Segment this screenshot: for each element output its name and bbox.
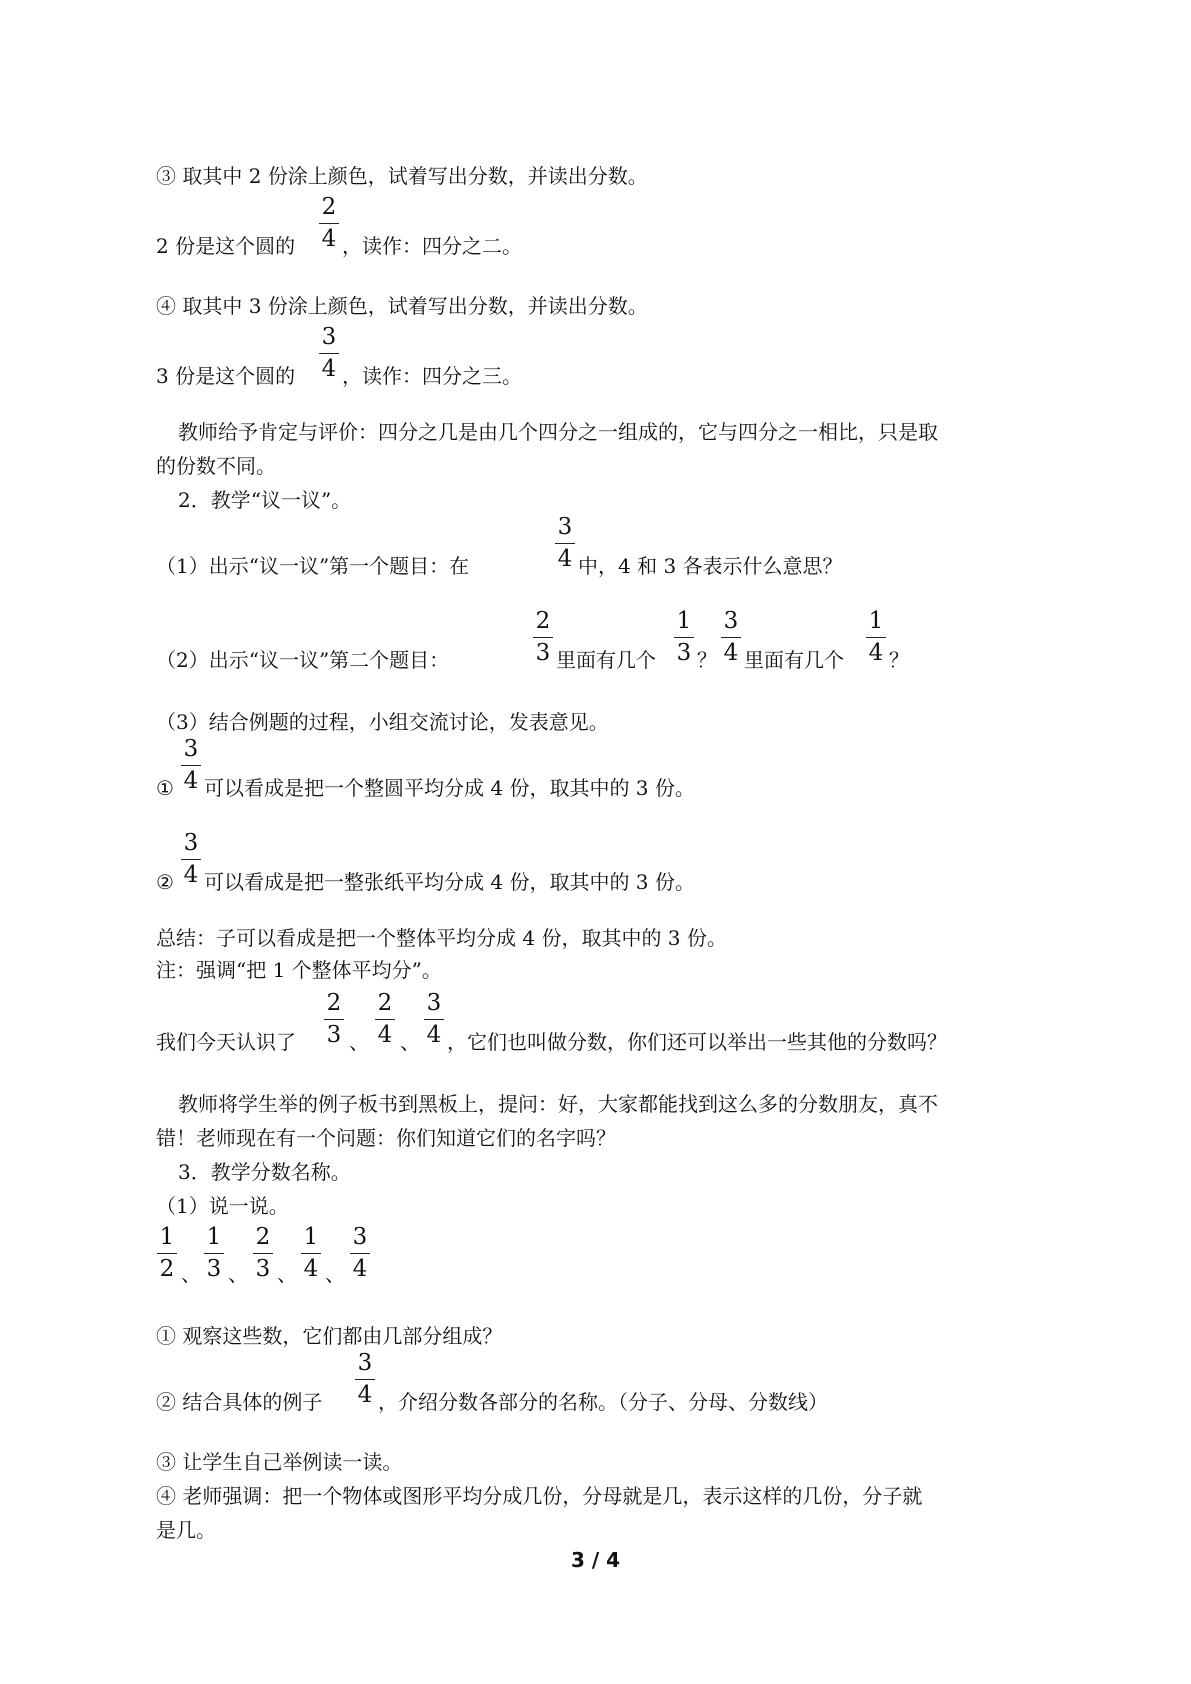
- discuss-q1-text: （1）出示“议一议”第一个题目：在: [156, 554, 470, 578]
- read-as-text: ，读作：四分之二。: [342, 234, 522, 258]
- fraction-bar: [674, 637, 694, 638]
- denominator: 4: [357, 1382, 373, 1408]
- fraction-three-fourths: [720, 610, 742, 665]
- numerator: 1: [676, 608, 692, 634]
- numerator: 1: [303, 1224, 319, 1250]
- numerator: 3: [183, 736, 199, 762]
- fraction-bar: [324, 1019, 344, 1020]
- denominator: 4: [183, 768, 199, 794]
- fraction-bar: [721, 637, 741, 638]
- denominator: 3: [535, 640, 551, 666]
- denominator: 4: [321, 356, 337, 382]
- page-number: 3 / 4: [570, 1548, 621, 1572]
- denominator: 4: [377, 1022, 393, 1048]
- learned-cont: ，它们也叫做分数，你们还可以举出一些其他的分数吗？: [447, 1030, 947, 1054]
- fraction-two-thirds: [532, 610, 554, 665]
- numerator: 1: [159, 1224, 175, 1250]
- denominator: 4: [303, 1256, 319, 1282]
- board-line-cont: 错！老师现在有一个问题：你们知道它们的名字吗？: [156, 1126, 616, 1150]
- numerator: 2: [326, 990, 342, 1016]
- denominator: 4: [557, 546, 573, 572]
- fraction-bar: [555, 543, 575, 544]
- explanation-2: 可以看成是把一整张纸平均分成 4 份，取其中的 3 份。: [204, 870, 695, 894]
- denominator: 3: [676, 640, 692, 666]
- fraction-one-fourth: [865, 610, 887, 665]
- emphasis-line-cont: 是几。: [156, 1518, 216, 1542]
- denominator: 4: [321, 226, 337, 252]
- fraction-two-fourths: [318, 196, 340, 251]
- observe-line: ① 观察这些数，它们都由几部分组成？: [156, 1324, 503, 1348]
- fraction-two-thirds: [323, 992, 345, 1047]
- fraction-bar: [301, 1253, 321, 1254]
- fraction-three-fourths: [554, 516, 576, 571]
- question-mark: ？: [889, 648, 909, 672]
- fraction-bar: [350, 1253, 370, 1254]
- example-text: ② 结合具体的例子: [156, 1390, 323, 1414]
- fraction-bar: [253, 1253, 273, 1254]
- fraction-bar: [157, 1253, 177, 1254]
- fraction-three-fourths: [423, 992, 445, 1047]
- fraction-bar: [355, 1379, 375, 1380]
- board-line: 教师将学生举的例子板书到黑板上，提问：好，大家都能找到这么多的分数朋友，真不: [178, 1092, 938, 1116]
- two-parts-text: 2 份是这个圆的: [156, 234, 296, 258]
- example-cont: ，介绍分数各部分的名称。（分子、分母、分数线）: [378, 1390, 828, 1414]
- fraction-bar: [866, 637, 886, 638]
- teacher-evaluation: 教师给予肯定与评价：四分之几是由几个四分之一组成的，它与四分之一相比，只是取: [178, 420, 938, 444]
- emphasis-line: ④ 老师强调：把一个物体或图形平均分成几份，分母就是几，表示这样的几份，分子就: [156, 1484, 923, 1508]
- numerator: 3: [426, 990, 442, 1016]
- fraction-one-half: [156, 1226, 178, 1281]
- fraction-two-thirds: [252, 1226, 274, 1281]
- separator: 、: [349, 1030, 369, 1054]
- denominator: 4: [352, 1256, 368, 1282]
- numerator: 2: [321, 194, 337, 220]
- read-as-text: ，读作：四分之三。: [342, 364, 522, 388]
- fraction-three-fourths: [349, 1226, 371, 1281]
- fraction-bar: [181, 859, 201, 860]
- step-3-line: ③ 取其中 2 份涂上颜色，试着写出分数，并读出分数。: [156, 164, 648, 188]
- fraction-one-fourth: [300, 1226, 322, 1281]
- numerator: 2: [255, 1224, 271, 1250]
- fraction-bar: [424, 1019, 444, 1020]
- denominator: 3: [326, 1022, 342, 1048]
- denominator: 4: [426, 1022, 442, 1048]
- numerator: 3: [557, 514, 573, 540]
- numerator: 1: [868, 608, 884, 634]
- numerator: 2: [535, 608, 551, 634]
- fraction-bar: [319, 223, 339, 224]
- section-2-heading: 2．教学“议一议”。: [178, 488, 352, 512]
- fraction-one-third: [203, 1226, 225, 1281]
- summary-line: 总结：子可以看成是把一个整体平均分成 4 份，取其中的 3 份。: [156, 926, 727, 950]
- how-many-text: 里面有几个: [744, 648, 844, 672]
- fraction-three-fourths: [180, 738, 202, 793]
- numerator: 3: [357, 1350, 373, 1376]
- numerator: 1: [206, 1224, 222, 1250]
- discuss-q1-cont: 中，4 和 3 各表示什么意思？: [578, 554, 843, 578]
- separator: 、: [400, 1030, 420, 1054]
- fraction-bar: [181, 765, 201, 766]
- question-mark: ？: [697, 648, 717, 672]
- denominator: 3: [255, 1256, 271, 1282]
- fraction-three-fourths: [318, 326, 340, 381]
- step-4-line: ④ 取其中 3 份涂上颜色，试着写出分数，并读出分数。: [156, 294, 648, 318]
- fraction-bar: [533, 637, 553, 638]
- numerator: 3: [723, 608, 739, 634]
- fraction-bar: [375, 1019, 395, 1020]
- denominator: 4: [868, 640, 884, 666]
- denominator: 2: [159, 1256, 175, 1282]
- separator: 、: [277, 1262, 297, 1286]
- explanation-1: 可以看成是把一个整圆平均分成 4 份，取其中的 3 份。: [204, 776, 695, 800]
- separator: 、: [325, 1262, 345, 1286]
- circle-1-marker: ①: [156, 776, 174, 800]
- numerator: 3: [183, 830, 199, 856]
- teacher-evaluation-cont: 的份数不同。: [156, 454, 276, 478]
- fraction-two-fourths: [374, 992, 396, 1047]
- denominator: 4: [183, 862, 199, 888]
- say-it-heading: （1）说一说。: [156, 1194, 289, 1218]
- discuss-q2-text: （2）出示“议一议”第二个题目：: [156, 648, 450, 672]
- circle-2-marker: ②: [156, 870, 174, 894]
- denominator: 4: [723, 640, 739, 666]
- numerator: 3: [321, 324, 337, 350]
- fraction-bar: [319, 353, 339, 354]
- learned-text: 我们今天认识了: [156, 1030, 296, 1054]
- discuss-q3-text: （3）结合例题的过程，小组交流讨论，发表意见。: [156, 710, 609, 734]
- separator: 、: [228, 1262, 248, 1286]
- denominator: 3: [206, 1256, 222, 1282]
- read-aloud-line: ③ 让学生自己举例读一读。: [156, 1450, 403, 1474]
- separator: 、: [181, 1262, 201, 1286]
- three-parts-text: 3 份是这个圆的: [156, 364, 296, 388]
- how-many-text: 里面有几个: [556, 648, 656, 672]
- fraction-three-fourths: [354, 1352, 376, 1407]
- note-line: 注：强调“把 1 个整体平均分”。: [156, 958, 442, 982]
- fraction-three-fourths: [180, 832, 202, 887]
- section-3-heading: 3．教学分数名称。: [178, 1160, 351, 1184]
- fraction-one-third: [673, 610, 695, 665]
- fraction-bar: [204, 1253, 224, 1254]
- numerator: 2: [377, 990, 393, 1016]
- numerator: 3: [352, 1224, 368, 1250]
